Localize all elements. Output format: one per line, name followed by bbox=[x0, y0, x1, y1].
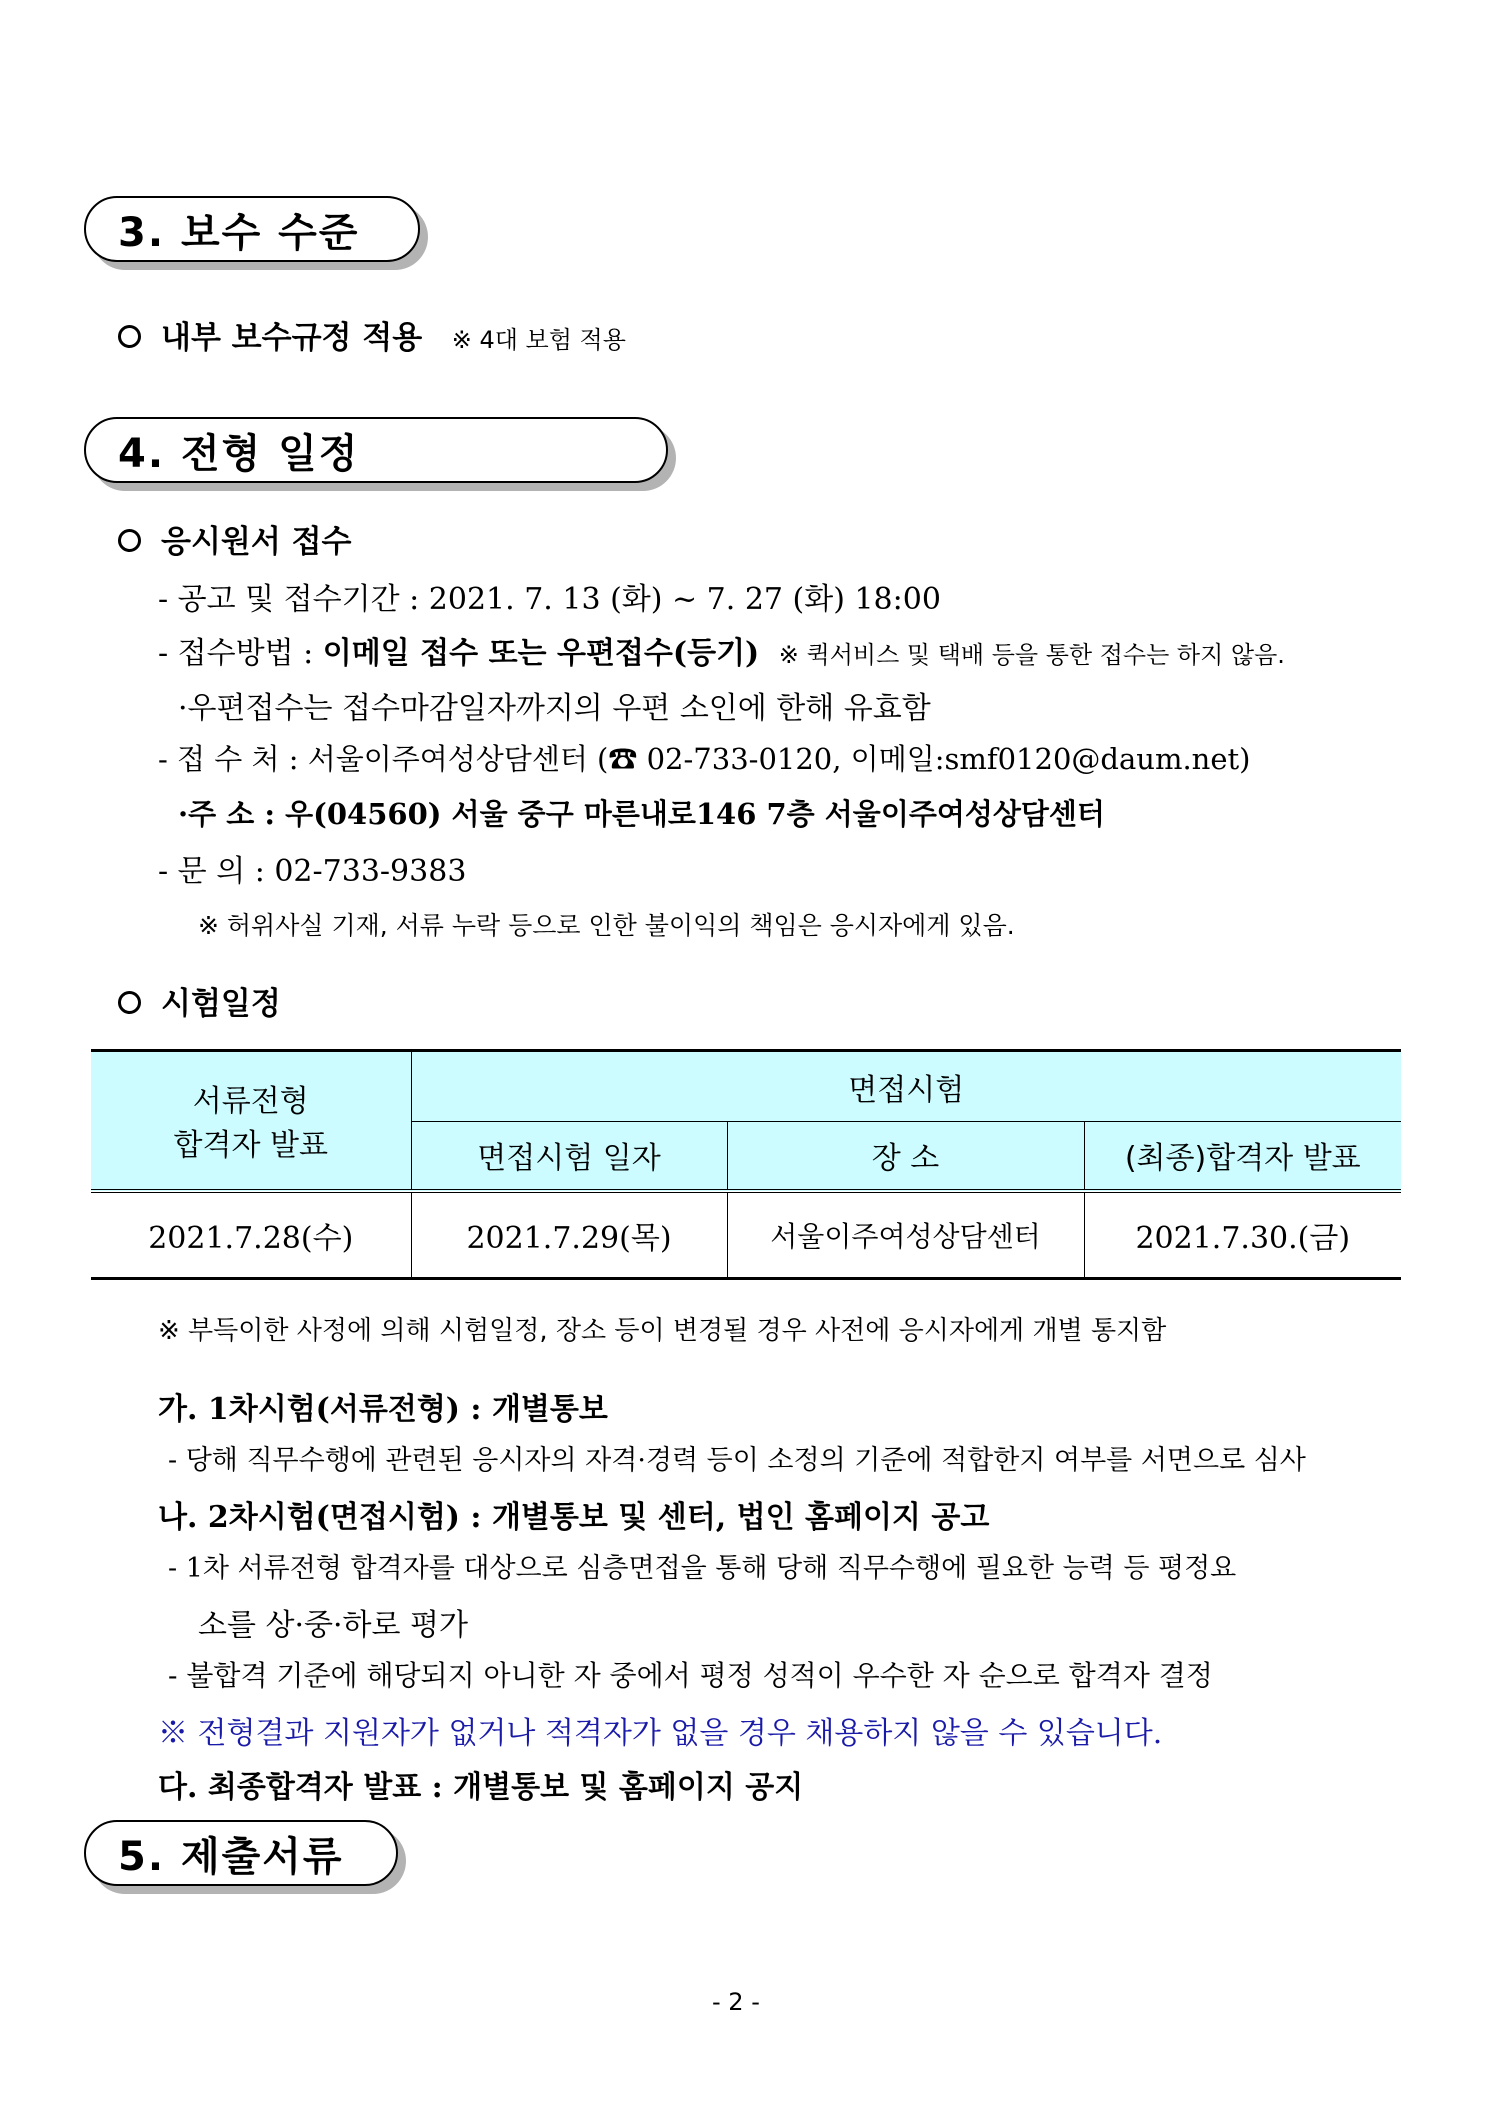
section-5-title: 5. 제출서류 bbox=[84, 1820, 398, 1886]
apply-method: - 접수방법 : 이메일 접수 또는 우편접수(등기) ※ 퀵서비스 및 택배 등을 통한 접수는 하지 않음. bbox=[158, 636, 1285, 671]
step-a-title: 가. 1차시험(서류전형) : 개별통보 bbox=[158, 1392, 608, 1427]
section-5-header bbox=[84, 1820, 398, 1886]
method-note: ※ 퀵서비스 및 택배 등을 통한 접수는 하지 않음. bbox=[778, 641, 1285, 669]
section-4-header bbox=[84, 417, 668, 483]
pay-note: ※ 4대 보험 적용 bbox=[451, 326, 626, 354]
circle-bullet-icon bbox=[118, 991, 141, 1014]
interview-date: 2021.7.29(목) bbox=[411, 1191, 727, 1279]
doc-result-header: 서류전형 합격자 발표 bbox=[91, 1051, 411, 1191]
circle-bullet-icon bbox=[118, 325, 141, 348]
schedule-table bbox=[91, 1049, 1401, 1280]
circle-bullet-icon bbox=[118, 529, 141, 552]
pay-item: 내부 보수규정 적용 ※ 4대 보험 적용 bbox=[118, 312, 626, 357]
final-result-date: 2021.7.30.(금) bbox=[1084, 1191, 1401, 1279]
step-b-desc2: - 불합격 기준에 해당되지 아니한 자 중에서 평정 성적이 우수한 자 순으로 합격자 결정 bbox=[168, 1659, 1213, 1692]
interview-group-header: 면접시험 bbox=[411, 1051, 1401, 1122]
interview-date-header: 면접시험 일자 bbox=[411, 1122, 727, 1191]
step-c-title: 다. 최종합격자 발표 : 개별통보 및 홈페이지 공지 bbox=[158, 1770, 804, 1805]
step-a-desc: - 당해 직무수행에 관련된 응시자의 자격·경력 등이 소정의 기준에 적합한지 여부를 서면으로 심사 bbox=[168, 1445, 1306, 1476]
place-header: 장 소 bbox=[727, 1122, 1084, 1191]
step-b-title: 나. 2차시험(면접시험) : 개별통보 및 센터, 법인 홈페이지 공고 bbox=[158, 1500, 990, 1535]
step-b-desc1-cont: 소를 상·중·하로 평가 bbox=[198, 1608, 468, 1643]
doc-result-date: 2021.7.28(수) bbox=[91, 1191, 411, 1279]
apply-postal: ·우편접수는 접수마감일자까지의 우편 소인에 한해 유효함 bbox=[178, 691, 931, 726]
section-3-header bbox=[84, 196, 420, 262]
section-3-title: 3. 보수 수준 bbox=[84, 196, 420, 262]
section-4-title: 4. 전형 일정 bbox=[84, 417, 668, 483]
apply-inquiry: - 문 의 : 02-733-9383 bbox=[158, 854, 467, 889]
apply-address: ·주 소 : 우(04560) 서울 중구 마른내로146 7층 서울이주여성상담센터 bbox=[178, 797, 1105, 831]
final-result-header: (최종)합격자 발표 bbox=[1084, 1122, 1401, 1191]
apply-heading: 응시원서 접수 bbox=[118, 516, 351, 561]
page-number: - 2 - bbox=[712, 1988, 760, 2016]
apply-warning: ※ 허위사실 기재, 서류 누락 등으로 인한 불이익의 책임은 응시자에게 있음. bbox=[198, 911, 1015, 940]
apply-place: - 접 수 처 : 서울이주여성상담센터 (☎ 02-733-0120, 이메일:smf0120@daum.net) bbox=[158, 742, 1251, 776]
schedule-notice: ※ 부득이한 사정에 의해 시험일정, 장소 등이 변경될 경우 사전에 응시자에게 개별 통지함 bbox=[158, 1316, 1167, 1346]
step-b-note: ※ 전형결과 지원자가 없거나 적격자가 없을 경우 채용하지 않을 수 있습니다. bbox=[158, 1716, 1163, 1751]
interview-place: 서울이주여성상담센터 bbox=[727, 1191, 1084, 1279]
apply-period: - 공고 및 접수기간 : 2021. 7. 13 (화) ~ 7. 27 (화) 18:00 bbox=[158, 582, 941, 617]
step-b-desc1: - 1차 서류전형 합격자를 대상으로 심층면접을 통해 당해 직무수행에 필요한 능력 등 평정요 bbox=[168, 1553, 1237, 1584]
schedule-heading: 시험일정 bbox=[118, 978, 281, 1023]
